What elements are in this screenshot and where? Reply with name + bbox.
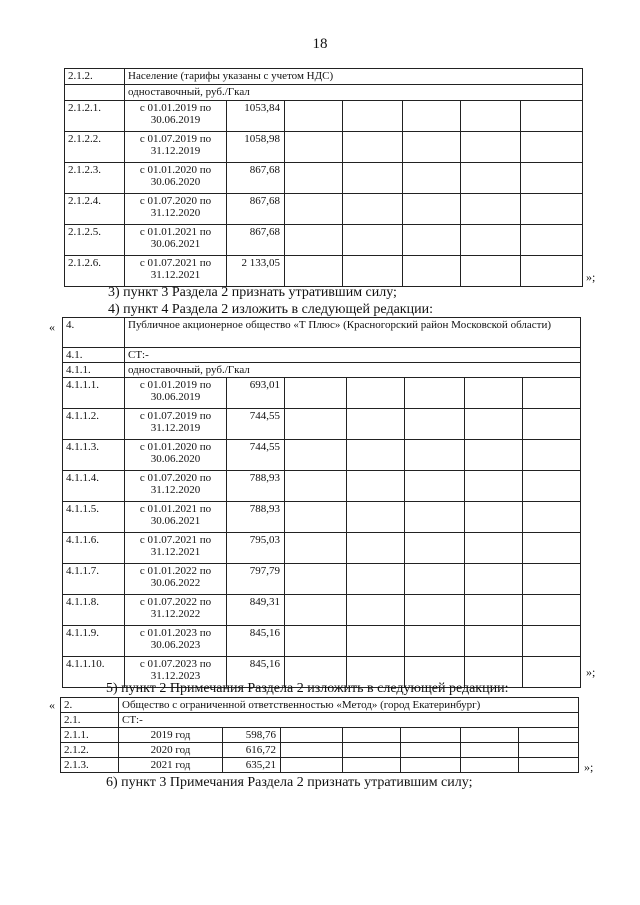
period-cell: с 01.01.2021 по 30.06.2021 xyxy=(125,502,227,533)
row-number: 2.1.3. xyxy=(61,758,119,773)
empty-cell xyxy=(521,101,583,132)
table-row xyxy=(63,471,581,502)
table-row xyxy=(65,194,583,225)
empty-cell xyxy=(521,225,583,256)
empty-cell xyxy=(405,595,465,626)
tariff-value: 744,55 xyxy=(227,409,285,440)
row-heading: Публичное акционерное общество «Т Плюс» (Красногорский район Московской области) xyxy=(125,318,581,348)
tariff-value: 616,72 xyxy=(223,743,281,758)
empty-cell xyxy=(401,728,461,743)
empty-cell xyxy=(523,502,581,533)
table-row xyxy=(65,69,583,85)
table-row xyxy=(65,225,583,256)
empty-cell xyxy=(347,564,405,595)
row-heading: одноставочный, руб./Гкал xyxy=(125,363,581,378)
table-row xyxy=(65,256,583,287)
period-cell: с 01.07.2022 по 31.12.2022 xyxy=(125,595,227,626)
table-row xyxy=(63,595,581,626)
empty-cell xyxy=(405,502,465,533)
open-quote-3: « xyxy=(49,698,55,712)
empty-cell xyxy=(405,471,465,502)
empty-cell xyxy=(465,471,523,502)
empty-cell xyxy=(403,101,461,132)
table-row xyxy=(63,409,581,440)
table-row xyxy=(65,132,583,163)
row-number: 2.1.2.1. xyxy=(65,101,125,132)
empty-cell xyxy=(343,256,403,287)
empty-cell xyxy=(465,626,523,657)
empty-cell xyxy=(523,409,581,440)
table-row xyxy=(63,348,581,363)
tariff-value: 845,16 xyxy=(227,626,285,657)
row-heading: Общество с ограниченной ответственностью «Метод» (город Екатеринбург) xyxy=(119,698,579,713)
table-row xyxy=(63,440,581,471)
empty-cell xyxy=(403,132,461,163)
row-number: 2. xyxy=(61,698,119,713)
empty-cell xyxy=(523,378,581,409)
table-row xyxy=(61,698,579,713)
period-cell: с 01.01.2021 по 30.06.2021 xyxy=(125,225,227,256)
table-row xyxy=(63,378,581,409)
empty-cell xyxy=(461,256,521,287)
tariff-value: 635,21 xyxy=(223,758,281,773)
close-quote-2: »; xyxy=(586,665,596,679)
empty-cell xyxy=(465,440,523,471)
empty-cell xyxy=(347,378,405,409)
row-number: 2.1.2.6. xyxy=(65,256,125,287)
row-number: 4.1.1.1. xyxy=(63,378,125,409)
row-heading: одноставочный, руб./Гкал xyxy=(125,85,583,101)
empty-cell xyxy=(343,743,401,758)
table-row xyxy=(63,502,581,533)
empty-cell xyxy=(521,163,583,194)
table-row xyxy=(63,363,581,378)
period-cell: с 01.07.2019 по 31.12.2019 xyxy=(125,409,227,440)
period-cell: 2019 год xyxy=(119,728,223,743)
empty-cell xyxy=(343,101,403,132)
period-cell: с 01.07.2020 по 31.12.2020 xyxy=(125,194,227,225)
empty-cell xyxy=(461,225,521,256)
row-number: 2.1.2. xyxy=(61,743,119,758)
empty-cell xyxy=(285,101,343,132)
period-cell: с 01.07.2020 по 31.12.2020 xyxy=(125,471,227,502)
empty-cell xyxy=(461,728,519,743)
empty-cell xyxy=(521,132,583,163)
empty-cell xyxy=(285,409,347,440)
empty-cell xyxy=(285,533,347,564)
empty-cell xyxy=(461,101,521,132)
empty-cell xyxy=(465,502,523,533)
empty-cell xyxy=(285,595,347,626)
row-number: 4. xyxy=(63,318,125,348)
empty-cell xyxy=(401,743,461,758)
row-number: 2.1.2. xyxy=(65,69,125,85)
tariff-table-3 xyxy=(60,697,579,773)
tariff-value: 845,16 xyxy=(227,657,285,688)
row-number: 4.1.1.3. xyxy=(63,440,125,471)
row-heading: СТ:- xyxy=(125,348,581,363)
empty-cell xyxy=(405,626,465,657)
empty-cell xyxy=(401,758,461,773)
row-number: 4.1.1. xyxy=(63,363,125,378)
empty-cell xyxy=(285,502,347,533)
empty-cell xyxy=(343,728,401,743)
period-cell: с 01.01.2019 по 30.06.2019 xyxy=(125,101,227,132)
table-row xyxy=(65,101,583,132)
empty-cell xyxy=(285,440,347,471)
empty-cell xyxy=(285,194,343,225)
row-number: 4.1.1.6. xyxy=(63,533,125,564)
empty-cell xyxy=(461,132,521,163)
period-cell: с 01.01.2023 по 30.06.2023 xyxy=(125,626,227,657)
empty-cell xyxy=(347,626,405,657)
tariff-value: 867,68 xyxy=(227,163,285,194)
period-cell: с 01.07.2023 по 31.12.2023 xyxy=(125,657,227,688)
empty-cell xyxy=(465,564,523,595)
empty-cell xyxy=(347,533,405,564)
period-cell: 2020 год xyxy=(119,743,223,758)
empty-cell xyxy=(461,194,521,225)
tariff-value: 788,93 xyxy=(227,471,285,502)
period-cell: с 01.07.2021 по 31.12.2021 xyxy=(125,256,227,287)
empty-cell xyxy=(285,225,343,256)
tariff-value: 867,68 xyxy=(227,225,285,256)
row-number: 2.1.2.2. xyxy=(65,132,125,163)
table-row xyxy=(61,713,579,728)
row-number: 2.1.2.3. xyxy=(65,163,125,194)
empty-cell xyxy=(285,132,343,163)
empty-cell xyxy=(347,502,405,533)
tariff-value: 1053,84 xyxy=(227,101,285,132)
row-number: 4.1.1.8. xyxy=(63,595,125,626)
row-heading: СТ:- xyxy=(119,713,579,728)
empty-cell xyxy=(405,409,465,440)
empty-cell xyxy=(523,564,581,595)
empty-cell xyxy=(523,471,581,502)
tariff-value: 693,01 xyxy=(227,378,285,409)
row-heading: Население (тарифы указаны с учетом НДС) xyxy=(125,69,583,85)
tariff-value: 2 133,05 xyxy=(227,256,285,287)
table-row xyxy=(63,564,581,595)
empty-cell xyxy=(343,163,403,194)
paragraph-5: 5) пункт 2 Примечания Раздела 2 изложить в следующей редакции: xyxy=(106,681,509,696)
period-cell: с 01.01.2020 по 30.06.2020 xyxy=(125,440,227,471)
empty-cell xyxy=(281,743,343,758)
period-cell: с 01.01.2020 по 30.06.2020 xyxy=(125,163,227,194)
empty-cell xyxy=(347,595,405,626)
table-row xyxy=(65,163,583,194)
empty-cell xyxy=(521,194,583,225)
row-number: 2.1.2.4. xyxy=(65,194,125,225)
row-number: 4.1.1.10. xyxy=(63,657,125,688)
paragraph-3: 3) пункт 3 Раздела 2 признать утратившим силу; xyxy=(108,285,397,300)
row-number: 2.1.2.5. xyxy=(65,225,125,256)
tariff-value: 849,31 xyxy=(227,595,285,626)
empty-cell xyxy=(405,440,465,471)
table-row xyxy=(63,533,581,564)
empty-cell xyxy=(465,409,523,440)
table-row xyxy=(65,85,583,101)
table-row xyxy=(63,318,581,348)
table-row xyxy=(61,728,579,743)
close-quote-1: »; xyxy=(586,270,596,284)
row-number: 4.1. xyxy=(63,348,125,363)
empty-cell xyxy=(465,595,523,626)
empty-cell xyxy=(285,378,347,409)
empty-cell xyxy=(461,758,519,773)
empty-cell xyxy=(461,163,521,194)
empty-cell xyxy=(285,626,347,657)
empty-cell xyxy=(281,728,343,743)
empty-cell xyxy=(285,471,347,502)
period-cell: с 01.07.2019 по 31.12.2019 xyxy=(125,132,227,163)
table-row xyxy=(61,743,579,758)
empty-cell xyxy=(523,626,581,657)
empty-cell xyxy=(347,409,405,440)
tariff-value: 598,76 xyxy=(223,728,281,743)
empty-cell xyxy=(405,533,465,564)
empty-cell xyxy=(347,471,405,502)
empty-cell xyxy=(465,378,523,409)
empty-cell xyxy=(281,758,343,773)
paragraph-4: 4) пункт 4 Раздела 2 изложить в следующей редакции: xyxy=(108,302,433,317)
empty-cell xyxy=(521,256,583,287)
page-number: 18 xyxy=(312,36,328,52)
empty-cell xyxy=(519,728,579,743)
tariff-value: 797,79 xyxy=(227,564,285,595)
open-quote-2: « xyxy=(49,320,55,334)
empty-cell xyxy=(285,564,347,595)
empty-cell xyxy=(285,256,343,287)
empty-cell xyxy=(403,256,461,287)
row-number: 4.1.1.7. xyxy=(63,564,125,595)
empty-cell xyxy=(403,194,461,225)
empty-cell xyxy=(285,163,343,194)
empty-cell xyxy=(519,743,579,758)
row-number: 4.1.1.5. xyxy=(63,502,125,533)
tariff-table-2 xyxy=(62,317,581,688)
empty-cell xyxy=(347,440,405,471)
empty-cell xyxy=(405,378,465,409)
row-number: 4.1.1.4. xyxy=(63,471,125,502)
empty-cell xyxy=(465,533,523,564)
row-number: 2.1. xyxy=(61,713,119,728)
tariff-value: 744,55 xyxy=(227,440,285,471)
row-number: 4.1.1.9. xyxy=(63,626,125,657)
empty-cell xyxy=(343,758,401,773)
empty-cell xyxy=(523,595,581,626)
table-row xyxy=(63,626,581,657)
row-number: 4.1.1.2. xyxy=(63,409,125,440)
tariff-value: 795,03 xyxy=(227,533,285,564)
empty-cell xyxy=(523,657,581,688)
tariff-value: 788,93 xyxy=(227,502,285,533)
empty-cell xyxy=(405,564,465,595)
empty-cell xyxy=(523,440,581,471)
empty-cell xyxy=(461,743,519,758)
tariff-value: 867,68 xyxy=(227,194,285,225)
paragraph-6: 6) пункт 3 Примечания Раздела 2 признать утратившим силу; xyxy=(106,775,473,790)
period-cell: с 01.07.2021 по 31.12.2021 xyxy=(125,533,227,564)
empty-cell xyxy=(403,225,461,256)
empty-cell xyxy=(403,163,461,194)
row-number: 2.1.1. xyxy=(61,728,119,743)
tariff-table-1 xyxy=(64,68,583,287)
tariff-value: 1058,98 xyxy=(227,132,285,163)
row-number xyxy=(65,85,125,101)
period-cell: с 01.01.2022 по 30.06.2022 xyxy=(125,564,227,595)
empty-cell xyxy=(519,758,579,773)
close-quote-3: »; xyxy=(584,760,594,774)
table-row xyxy=(61,758,579,773)
period-cell: 2021 год xyxy=(119,758,223,773)
empty-cell xyxy=(343,225,403,256)
period-cell: с 01.01.2019 по 30.06.2019 xyxy=(125,378,227,409)
empty-cell xyxy=(523,533,581,564)
empty-cell xyxy=(343,194,403,225)
empty-cell xyxy=(343,132,403,163)
